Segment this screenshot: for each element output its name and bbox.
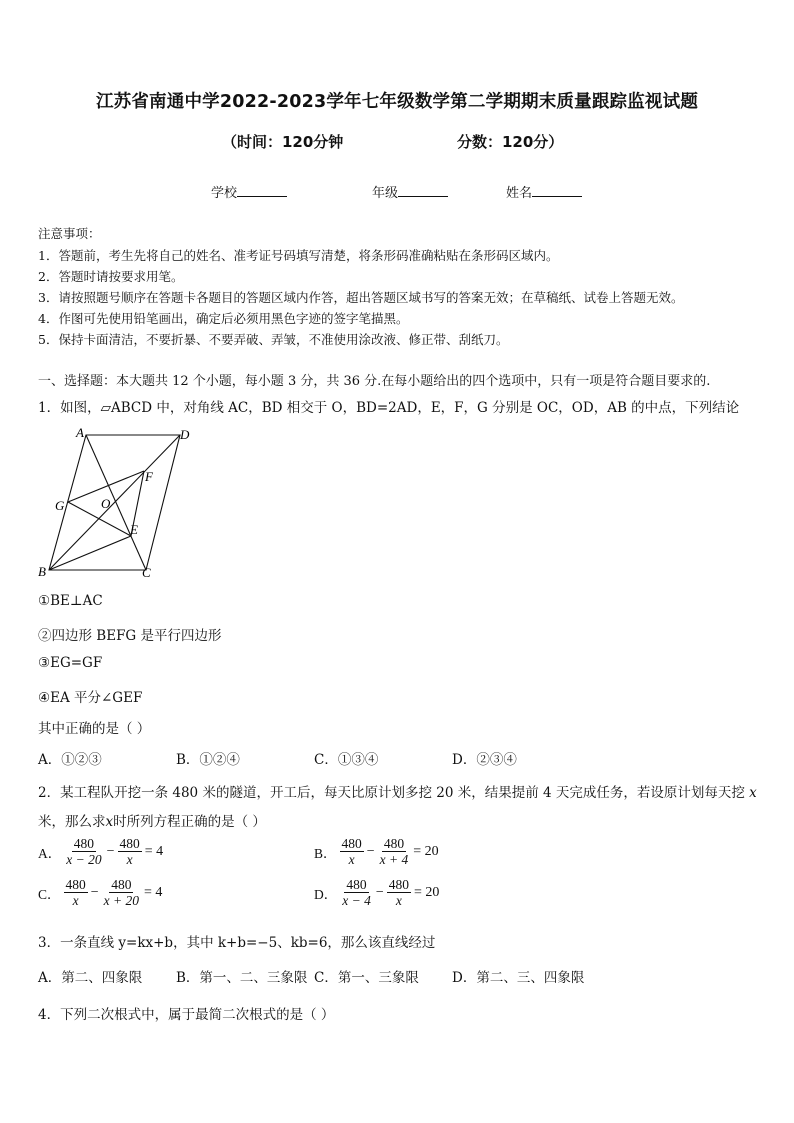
- denominator: x: [395, 893, 402, 908]
- rhs: = 4: [144, 843, 164, 859]
- q4-stem: 4．下列二次根式中，属于最简二次根式的是（ ）: [38, 1007, 335, 1023]
- label-c: C: [142, 565, 151, 580]
- rhs: = 20: [414, 884, 440, 900]
- grade-blank: [398, 184, 448, 197]
- q2-var: x: [105, 814, 114, 830]
- q3-option-b[interactable]: B．第一、二、三象限: [176, 970, 308, 986]
- option-label: D．: [314, 886, 338, 902]
- fraction: [387, 877, 411, 908]
- denominator: x + 20: [103, 893, 140, 908]
- minus-sign: −: [90, 884, 99, 900]
- numerator: 480: [119, 836, 140, 851]
- school-field: [211, 182, 287, 201]
- school-blank: [237, 184, 287, 197]
- section-heading: 一、选择题：本大题共 12 个小题，每小题 3 分，共 36 分.在每小题给出的四个选项中，只有一项是符合题目要求的.: [38, 374, 711, 389]
- label-g: G: [55, 498, 65, 513]
- page-title: 江苏省南通中学2022-2023学年七年级数学第二学期期末质量跟踪监视试题: [95, 92, 699, 112]
- grade-field: [372, 182, 448, 201]
- q2-option-a[interactable]: [38, 836, 163, 867]
- numerator: 480: [341, 836, 362, 851]
- fraction: [340, 836, 364, 867]
- school-label: 学校: [211, 186, 238, 201]
- fraction: [64, 836, 103, 867]
- minus-sign: −: [375, 884, 384, 900]
- q3-option-c[interactable]: C．第一、三象限: [314, 970, 419, 986]
- name-field: [506, 182, 582, 201]
- fraction: [64, 877, 88, 908]
- denominator: x + 4: [379, 852, 409, 867]
- fraction: [118, 836, 142, 867]
- option-label: B．: [314, 845, 337, 861]
- fraction: [378, 836, 411, 867]
- exam-time: （时间：120分钟: [222, 133, 344, 151]
- q1-statement: ③EG=GF: [38, 655, 103, 671]
- q3-option-d[interactable]: D．第二、三、四象限: [452, 970, 585, 986]
- numerator: 480: [388, 877, 410, 892]
- q1-ask: 其中正确的是（ ）: [38, 721, 151, 737]
- q2-option-d[interactable]: [314, 877, 439, 908]
- notes-heading: 注意事项：: [38, 226, 101, 241]
- q1-statement: ④EA 平分∠GEF: [38, 690, 143, 706]
- note-item: 2．答题时请按要求用笔。: [38, 269, 184, 284]
- q1-statement: ②四边形 BEFG 是平行四边形: [38, 628, 222, 644]
- label-d: D: [180, 427, 190, 442]
- rhs: = 20: [413, 843, 439, 859]
- q3-stem: 3．一条直线 y=kx+b，其中 k+b=−5、kb=6，那么该直线经过: [38, 935, 436, 951]
- label-a: A: [76, 425, 84, 440]
- q1-option-d[interactable]: D．②③④: [452, 752, 517, 768]
- q1-statement: ①BE⊥AC: [38, 593, 103, 609]
- denominator: x: [126, 852, 133, 867]
- note-item: 4．作图可先使用铅笔画出，确定后必须用黑色字迹的签字笔描黑。: [38, 311, 409, 326]
- label-o: O: [101, 496, 111, 511]
- q2-option-c[interactable]: [38, 877, 162, 908]
- option-label: A．: [38, 845, 62, 861]
- segment-be: [49, 536, 131, 570]
- numerator: 480: [346, 877, 367, 892]
- numerator: 480: [73, 836, 95, 851]
- denominator: x: [72, 893, 79, 908]
- q2-stem-text: 米，那么求: [38, 814, 106, 830]
- diagonal-ac: [86, 435, 146, 570]
- rhs: = 4: [144, 884, 163, 900]
- note-item: 3．请按照题号顺序在答题卡各题目的答题区域内作答，超出答题区域书写的答案无效；在草稿纸、试卷上答题无效。: [38, 290, 684, 305]
- q2-option-b[interactable]: [314, 836, 439, 867]
- q2-var: x: [749, 785, 757, 801]
- denominator: x: [348, 852, 355, 867]
- q2-stem-text: 2．某工程队开挖一条 480 米的隧道，开工后，每天比原计划多挖 20 米，结果提前 4 天完成任务，若设原计划每天挖: [38, 785, 745, 801]
- segment-ge: [68, 502, 131, 536]
- denominator: x − 4: [342, 893, 371, 908]
- numerator: 480: [383, 836, 405, 851]
- option-label: C．: [38, 886, 61, 902]
- exam-score: 分数：120分）: [457, 133, 564, 151]
- note-item: 1．答题前，考生先将自己的姓名、准考证号码填写清楚，将条形码准确粘贴在条形码区域内。: [38, 248, 559, 263]
- q2-stem-line2: [38, 810, 266, 830]
- numerator: 480: [111, 877, 132, 892]
- q2-stem-line1: [38, 781, 757, 801]
- note-item: 5．保持卡面清洁，不要折暴、不要弄破、弄皱，不准使用涂改液、修正带、刮纸刀。: [38, 332, 509, 347]
- q3-option-a[interactable]: A．第二、四象限: [38, 970, 143, 986]
- numerator: 480: [65, 877, 86, 892]
- fraction: [340, 877, 373, 908]
- q2-stem-text: 时所列方程正确的是（ ）: [113, 814, 266, 830]
- q1-option-a[interactable]: A．①②③: [38, 752, 102, 768]
- label-e: E: [130, 522, 138, 537]
- label-f: F: [145, 469, 153, 484]
- label-b: B: [38, 564, 46, 579]
- minus-sign: −: [106, 843, 115, 859]
- parallelogram-figure: [34, 424, 204, 584]
- fraction: [102, 877, 141, 908]
- q1-option-b[interactable]: B．①②④: [176, 752, 240, 768]
- name-blank: [532, 184, 582, 197]
- minus-sign: −: [366, 843, 375, 859]
- name-label: 姓名: [506, 186, 533, 201]
- grade-label: 年级: [372, 186, 399, 201]
- q1-option-c[interactable]: C．①③④: [314, 752, 379, 768]
- denominator: x − 20: [66, 852, 102, 867]
- q1-stem: 1．如图，▱ABCD 中，对角线 AC，BD 相交于 O，BD=2AD，E，F，G 分别是 OC，OD，AB 的中点，下列结论: [38, 400, 740, 416]
